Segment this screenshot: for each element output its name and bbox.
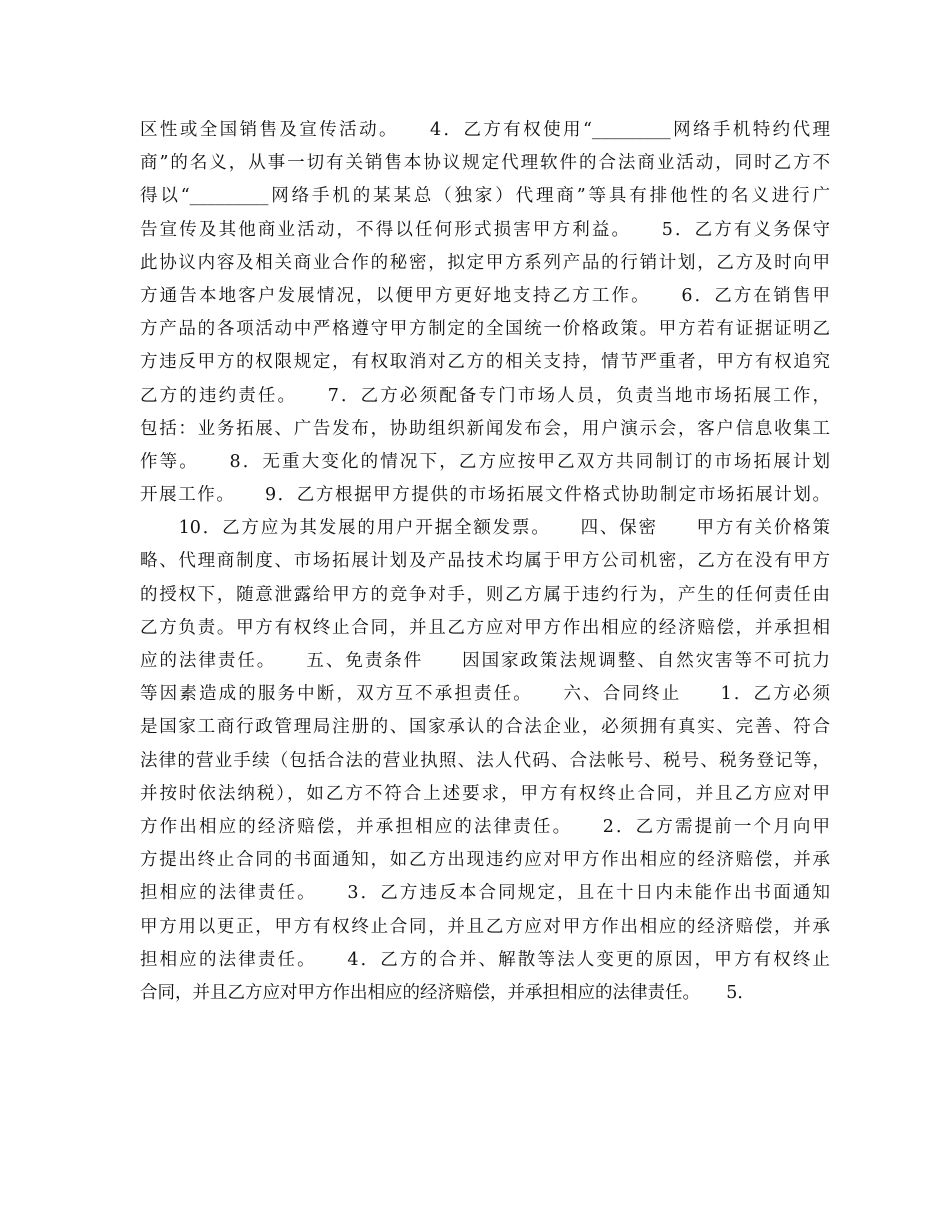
- text-line: 作等。 8．无重大变化的情况下，乙方应按甲乙双方共同制订的市场拓展计划: [140, 451, 830, 472]
- text-line: 此协议内容及相关商业合作的秘密，拟定甲方系列产品的行销计划，乙方及时向甲: [140, 252, 830, 273]
- text-line: 乙方的违约责任。 7．乙方必须配备专门市场人员，负责当地市场拓展工作，: [140, 385, 830, 406]
- text-line: 合同，并且乙方应对甲方作出相应的经济赔偿，并承担相应的法律责任。 5．: [140, 982, 755, 1003]
- text-line: 略、代理商制度、市场拓展计划及产品技术均属于甲方公司机密，乙方在没有甲方: [140, 551, 830, 572]
- text-line: 乙方负责。甲方有权终止合同，并且乙方应对甲方作出相应的经济赔偿，并承担相: [140, 617, 830, 638]
- text-line: 等因素造成的服务中断，双方互不承担责任。 六、合同终止 1．乙方必须: [140, 684, 830, 705]
- text-line: 方提出终止合同的书面通知，如乙方出现违约应对甲方作出相应的经济赔偿，并承: [140, 850, 830, 871]
- text-line: 甲方用以更正，甲方有权终止合同，并且乙方应对甲方作出相应的经济赔偿，并承: [140, 916, 830, 937]
- text-line: 10．乙方应为其发展的用户开据全额发票。 四、保密 甲方有关价格策: [140, 518, 830, 539]
- text-line: 得以“_________网络手机的某某总（独家）代理商”等具有排他性的名义进行广: [140, 186, 830, 207]
- text-line: 方通告本地客户发展情况，以便甲方更好地支持乙方工作。 6．乙方在销售甲: [140, 285, 830, 306]
- text-line: 商”的名义，从事一切有关销售本协议规定代理软件的合法商业活动，同时乙方不: [140, 153, 830, 174]
- text-line: 法律的营业手续（包括合法的营业执照、法人代码、合法帐号、税号、税务登记等，: [140, 750, 830, 771]
- text-line: 方违反甲方的权限规定，有权取消对乙方的相关支持，情节严重者，甲方有权追究: [140, 352, 830, 373]
- text-line: 是国家工商行政管理局注册的、国家承认的合法企业，必须拥有真实、完善、符合: [140, 717, 830, 738]
- text-line: 方作出相应的经济赔偿，并承担相应的法律责任。 2．乙方需提前一个月向甲: [140, 816, 830, 837]
- text-line: 的授权下，随意泄露给甲方的竞争对手，则乙方属于违约行为，产生的任何责任由: [140, 584, 830, 605]
- text-line: 担相应的法律责任。 3．乙方违反本合同规定，且在十日内未能作出书面通知: [140, 883, 830, 904]
- text-line: 方产品的各项活动中严格遵守甲方制定的全国统一价格政策。甲方若有证据证明乙: [140, 319, 830, 340]
- text-line: 开展工作。 9．乙方根据甲方提供的市场拓展文件格式协助制定市场拓展计划。: [140, 485, 830, 506]
- document-body: [140, 114, 830, 1010]
- text-line: 区性或全国销售及宣传活动。 4．乙方有权使用“_________网络手机特约代理: [140, 120, 830, 140]
- text-line: 告宣传及其他商业活动，不得以任何形式损害甲方利益。 5．乙方有义务保守: [140, 219, 830, 240]
- text-line: 包括：业务拓展、广告发布，协助组织新闻发布会，用户演示会，客户信息收集工: [140, 418, 830, 439]
- text-line: 担相应的法律责任。 4．乙方的合并、解散等法人变更的原因，甲方有权终止: [140, 949, 830, 970]
- text-line: 应的法律责任。 五、免责条件 因国家政策法规调整、自然灾害等不可抗力: [140, 651, 830, 671]
- text-line: 并按时依法纳税），如乙方不符合上述要求，甲方有权终止合同，并且乙方应对甲: [140, 783, 830, 804]
